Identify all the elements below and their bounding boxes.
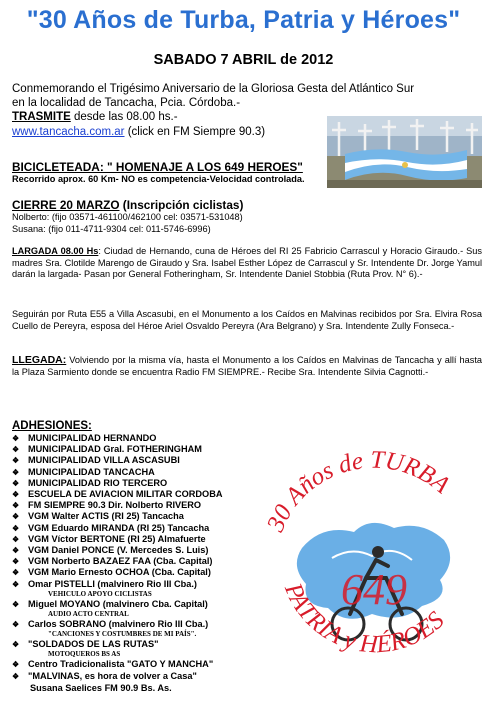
cierre-note: (Inscripción ciclistas) [119,198,244,212]
adhesion-item [12,639,272,650]
monument-photo [327,116,482,188]
event-date: SABADO 7 ABRIL de 2012 [153,52,334,68]
adhesion-subnote: "CANCIONES Y COSTUMBRES DE MI PAÍS". [48,630,197,639]
bullet-icon: ❖ [12,660,20,670]
llegada-text: Volviendo por la misma vía, hasta el Monumento a los Caídos en Malvinas de Tancacha y allí hasta la Plaza Sarmiento donde se encuentra Radio FM SIEMPRE.- Recibe Sra. Intendente Silvia Cagnotti.- [12,355,482,377]
bullet-icon: ❖ [12,523,20,533]
bullet-icon: ❖ [12,568,20,578]
intro-line-2: en la localidad de Tancacha, Pcia. Córdoba.- [12,97,241,109]
website-link[interactable]: www.tancacha.com.ar [12,126,125,138]
adhesion-text: Centro Tradicionalista "GATO Y MANCHA" [28,659,214,670]
adhesion-item [12,455,272,466]
bullet-icon: ❖ [12,620,20,630]
adhesion-text: Miguel MOYANO (malvinero Cba. Capital) [28,598,208,609]
cierre-label: CIERRE 20 MARZO [12,198,120,212]
logo-arc-bottom-text: PATRIA y HÉROES [279,579,450,659]
adhesion-text: VGM Daniel PONCE (V. Mercedes S. Luis) [28,545,209,556]
adhesion-item [12,444,272,455]
page-title: "30 Años de Turba, Patria y Héroes" [26,6,461,34]
adhesion-subnote: MOTOQUEROS BS AS [48,650,121,659]
adhesion-subnote: VEHICULO APOYO CICLISTAS [48,589,152,598]
url-note: (click en FM Siempre 90.3) [124,126,266,138]
adhesiones-list [12,433,272,682]
adhesion-item [12,511,272,522]
adhesion-text: MUNICIPALIDAD HERNANDO [28,433,157,443]
url-line [12,125,265,139]
bullet-icon: ❖ [12,546,20,556]
cierre-heading [12,198,243,212]
adhesion-item [12,567,272,578]
adhesion-item [12,489,272,500]
largada-label: LARGADA 08.00 Hs [12,246,99,256]
adhesion-item [12,545,272,556]
adhesion-text: VGM Norberto BAZAEZ FAA (Cba. Capital) [28,556,213,567]
adhesion-text: ESCUELA DE AVIACION MILITAR CORDOBA [28,489,223,500]
contact-nolberto: Nolberto: (fijo 03571-461100/462100 cel: 03571-531048) [12,212,243,222]
adhesion-item [12,659,272,670]
trasmite-text: desde las 08.00 hs.- [70,111,178,123]
adhesion-text: VGM Walter ACTIS (RI 25) Tancacha [28,511,184,522]
bullet-icon: ❖ [12,501,20,511]
llegada-paragraph [12,355,482,378]
largada-paragraph [12,246,482,281]
adhesion-item [12,433,272,444]
bullet-icon: ❖ [12,434,20,443]
adhesion-text: Carlos SOBRANO (malvinero Rio III Cba.) [28,619,209,630]
seguiran-paragraph: Seguirán por Ruta E55 a Villa Ascasubi, en el Monumento a los Caídos en Malvinas recibidos por Sra. Elvira Rosa Cuello de Pereyra, esposa del Héroe Ariel Osvaldo Pereyra (Ara Belgrano) y Sra. Intendente Zully Fonseca.- [12,309,482,331]
adhesion-text: "SOLDADOS DE LAS RUTAS" [28,639,159,650]
trasmite-line [12,110,178,124]
bullet-icon: ❖ [12,478,20,488]
bullet-icon: ❖ [12,640,20,650]
bullet-icon: ❖ [12,534,20,544]
adhesion-item [12,534,272,545]
adhesiones-last-line: Susana Saelices FM 90.9 Bs. As. [30,683,172,693]
adhesion-item [12,619,272,630]
adhesion-item [12,599,272,610]
bullet-icon: ❖ [12,445,20,455]
bullet-icon: ❖ [12,512,20,522]
adhesion-text: VGM Eduardo MIRANDA (RI 25) Tancacha [28,522,210,533]
logo-arc-top-text: 30 Años de TURBA [262,446,455,536]
adhesion-text: VGM Víctor BERTONE (RI 25) Almafuerte [28,533,206,544]
trasmite-label: TRASMITE [12,111,71,123]
intro-line-1: Conmemorando el Trigésimo Aniversario de la Gloriosa Gesta del Atlántico Sur [12,83,415,95]
contact-susana: Susana: (fijo 011-4711-9304 cel: 011-5746-6996) [12,224,211,234]
adhesion-text: MUNICIPALIDAD RIO TERCERO [28,477,168,488]
adhesion-text: MUNICIPALIDAD VILLA ASCASUBI [28,455,180,466]
logo-number: 649 [341,565,407,614]
adhesion-item [12,671,272,682]
adhesion-item [12,556,272,567]
anniversary-logo [262,428,484,696]
adhesion-text: MUNICIPALIDAD TANCACHA [28,466,155,477]
adhesiones-heading: ADHESIONES: [12,420,92,432]
adhesion-item [12,579,272,590]
bullet-icon: ❖ [12,557,20,567]
adhesion-item [12,467,272,478]
adhesion-text: Omar PISTELLI (malvinero Rio III Cba.) [28,578,197,589]
adhesion-item [12,523,272,534]
bullet-icon: ❖ [12,456,20,466]
bullet-icon: ❖ [12,490,20,500]
bullet-icon: ❖ [12,599,20,609]
largada-text: : Ciudad de Hernando, cuna de Héroes del RI 25 Fabricio Carrascul y Horacio Giraudo.- Sus madres Sra. Clotilde Marengo de Giraudo y Sra. Isabel Esther López de Carrascul y Sr. Intendente Dr. Jorge Yamul darán la largada- Pasan por General Fotheringham, Sr. Intendente Daniel Stobbia (Ruta Prov. N° 6).- [12,246,482,280]
adhesion-subnote: AUDIO ACTO CENTRAL [48,610,129,619]
adhesion-item [12,478,272,489]
bullet-icon: ❖ [12,671,20,681]
adhesion-item [12,500,272,511]
adhesion-text: "MALVINAS, es hora de volver a Casa" [28,670,197,681]
llegada-label: LLEGADA: [12,354,67,366]
adhesion-text: MUNICIPALIDAD Gral. FOTHERINGHAM [28,444,202,455]
bullet-icon: ❖ [12,579,20,589]
adhesion-text: FM SIEMPRE 90.3 Dir. Nolberto RIVERO [28,500,202,511]
bullet-icon: ❖ [12,467,20,477]
bicicleteada-heading: BICICLETEADA: " HOMENAJE A LOS 649 HEROES" [12,160,303,174]
bicicleteada-detail: Recorrido aprox. 60 Km- NO es competencia-Velocidad controlada. [12,174,305,184]
adhesion-text: VGM Mario Ernesto OCHOA (Cba. Capital) [28,567,211,578]
